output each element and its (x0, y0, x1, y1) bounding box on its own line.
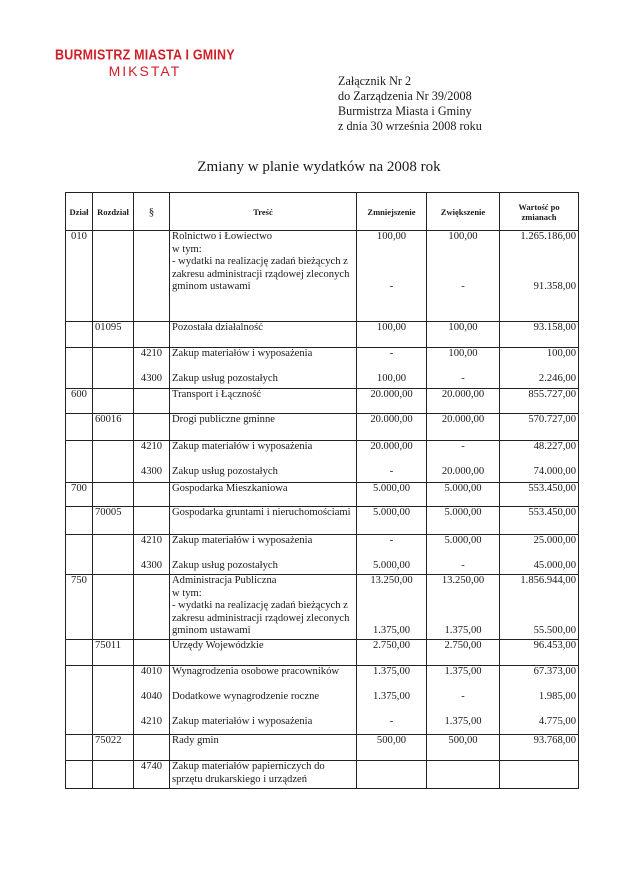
cell-zwiekszenie: 5.000,00 - (427, 535, 500, 575)
header-dzial: Dział (66, 193, 93, 231)
table-header-row (66, 193, 579, 231)
stamp-line-1: BURMISTRZ MIASTA I GMINY (55, 46, 235, 64)
cell-paragraph (134, 483, 170, 507)
cell-zmniejszenie: 100,00 (357, 322, 427, 348)
cell-zwiekszenie: 13.250,00 1.375,00 (427, 575, 500, 640)
expenditure-table (65, 192, 579, 789)
cell-paragraph: 4740 (134, 761, 170, 789)
cell-wartosc: 553.450,00 (500, 507, 579, 535)
cell-zmniejszenie: 20.000,00 (357, 414, 427, 441)
cell-zmniejszenie: 500,00 (357, 735, 427, 761)
cell-zwiekszenie: 500,00 (427, 735, 500, 761)
cell-paragraph (134, 414, 170, 441)
cell-rozdzial (93, 389, 134, 414)
cell-dzial (66, 735, 93, 761)
cell-dzial: 600 (66, 389, 93, 414)
cell-dzial: 010 (66, 231, 93, 322)
cell-paragraph (134, 735, 170, 761)
cell-tresc: Zakup materiałów i wyposażenia Zakup usług pozostałych (170, 535, 357, 575)
cell-rozdzial (93, 348, 134, 389)
cell-zwiekszenie: 20.000,00 (427, 414, 500, 441)
cell-wartosc (500, 761, 579, 789)
table-row (66, 761, 579, 789)
cell-tresc: Transport i Łączność (170, 389, 357, 414)
cell-tresc: Wynagrodzenia osobowe pracowników Dodatkowe wynagrodzenie roczne Zakup materiałów i wyposażenia (170, 666, 357, 735)
cell-zwiekszenie: 20.000,00 (427, 389, 500, 414)
cell-wartosc: 553.450,00 (500, 483, 579, 507)
cell-dzial (66, 535, 93, 575)
table-row (66, 389, 579, 414)
cell-paragraph: 4210 4300 (134, 348, 170, 389)
cell-dzial (66, 348, 93, 389)
cell-rozdzial (93, 535, 134, 575)
cell-paragraph (134, 322, 170, 348)
cell-tresc: Rady gmin (170, 735, 357, 761)
header-zmniejszenie: Zmniejszenie (357, 193, 427, 231)
cell-zwiekszenie: 100,00 - (427, 231, 500, 322)
cell-zwiekszenie: 100,00 (427, 322, 500, 348)
cell-paragraph (134, 640, 170, 666)
cell-wartosc: 48.227,00 74.000,00 (500, 441, 579, 483)
cell-zmniejszenie: 5.000,00 (357, 483, 427, 507)
cell-rozdzial (93, 231, 134, 322)
cell-dzial (66, 640, 93, 666)
cell-dzial: 750 (66, 575, 93, 640)
cell-dzial (66, 322, 93, 348)
table-body (66, 231, 579, 789)
cell-wartosc: 855.727,00 (500, 389, 579, 414)
cell-rozdzial: 60016 (93, 414, 134, 441)
stamp (55, 48, 235, 79)
table-row (66, 575, 579, 640)
cell-zwiekszenie: 2.750,00 (427, 640, 500, 666)
table-row (66, 507, 579, 535)
header-paragraph: § (134, 193, 170, 231)
cell-wartosc: 25.000,00 45.000,00 (500, 535, 579, 575)
cell-tresc: Rolnictwo i Łowiectwo w tym: - wydatki na realizację zadań bieżących z zakresu administracji rządowej zleconych gminom ustawami (170, 231, 357, 322)
header-zwiekszenie: Zwiększenie (427, 193, 500, 231)
cell-paragraph: 4210 4300 (134, 535, 170, 575)
cell-zmniejszenie: 2.750,00 (357, 640, 427, 666)
cell-wartosc: 93.768,00 (500, 735, 579, 761)
cell-tresc: Administracja Publiczna w tym: - wydatki na realizację zadań bieżących z zakresu administracji rządowej zleconych gminom ustawami (170, 575, 357, 640)
attachment-line-3: Burmistrza Miasta i Gminy (338, 104, 472, 118)
cell-rozdzial (93, 441, 134, 483)
cell-zmniejszenie: - 100,00 (357, 348, 427, 389)
table-row (66, 483, 579, 507)
cell-dzial (66, 761, 93, 789)
cell-zmniejszenie: - 5.000,00 (357, 535, 427, 575)
cell-tresc: Urzędy Wojewódzkie (170, 640, 357, 666)
cell-zwiekszenie: 100,00 - (427, 348, 500, 389)
table-row (66, 231, 579, 322)
cell-wartosc: 96.453,00 (500, 640, 579, 666)
table-row (66, 535, 579, 575)
cell-rozdzial (93, 761, 134, 789)
cell-paragraph (134, 389, 170, 414)
cell-rozdzial: 75022 (93, 735, 134, 761)
cell-zmniejszenie: 20.000,00 - (357, 441, 427, 483)
attachment-line-4: z dnia 30 września 2008 roku (338, 119, 482, 133)
cell-paragraph (134, 231, 170, 322)
cell-zmniejszenie: 5.000,00 (357, 507, 427, 535)
cell-wartosc: 1.856.944,00 55.500,00 (500, 575, 579, 640)
stamp-line-2: MIKSTAT (108, 63, 182, 79)
cell-zwiekszenie: 5.000,00 (427, 507, 500, 535)
page-title: Zmiany w planie wydatków na 2008 rok (197, 159, 441, 175)
header-rozdzial: Rozdział (93, 193, 134, 231)
cell-rozdzial (93, 483, 134, 507)
cell-paragraph: 4210 4300 (134, 441, 170, 483)
header-wartosc-po-zmianach: Wartość po zmianach (500, 193, 579, 231)
cell-zwiekszenie (427, 761, 500, 789)
cell-paragraph (134, 575, 170, 640)
table-row (66, 640, 579, 666)
cell-paragraph (134, 507, 170, 535)
cell-tresc: Gospodarka gruntami i nieruchomościami (170, 507, 357, 535)
cell-paragraph: 4010 4040 4210 (134, 666, 170, 735)
attachment-line-1: Załącznik Nr 2 (338, 74, 412, 88)
cell-zwiekszenie: 1.375,00 - 1.375,00 (427, 666, 500, 735)
header-tresc: Treść (170, 193, 357, 231)
attachment-line-2: do Zarządzenia Nr 39/2008 (338, 89, 472, 103)
table-row (66, 322, 579, 348)
cell-tresc: Zakup materiałów i wyposażenia Zakup usług pozostałych (170, 348, 357, 389)
table-row (66, 735, 579, 761)
cell-rozdzial (93, 666, 134, 735)
table-row (66, 441, 579, 483)
table-row (66, 666, 579, 735)
cell-wartosc: 67.373,00 1.985,00 4.775,00 (500, 666, 579, 735)
cell-rozdzial: 01095 (93, 322, 134, 348)
table-row (66, 414, 579, 441)
cell-tresc: Gospodarka Mieszkaniowa (170, 483, 357, 507)
cell-wartosc: 93.158,00 (500, 322, 579, 348)
cell-dzial (66, 507, 93, 535)
attachment-note (338, 74, 482, 134)
cell-zmniejszenie (357, 761, 427, 789)
cell-tresc: Zakup materiałów i wyposażenia Zakup usług pozostałych (170, 441, 357, 483)
cell-rozdzial: 75011 (93, 640, 134, 666)
cell-dzial (66, 666, 93, 735)
cell-tresc: Zakup materiałów papierniczych do sprzętu drukarskiego i urządzeń (170, 761, 357, 789)
cell-dzial: 700 (66, 483, 93, 507)
cell-wartosc: 100,00 2.246,00 (500, 348, 579, 389)
cell-dzial (66, 414, 93, 441)
cell-zwiekszenie: - 20.000,00 (427, 441, 500, 483)
cell-zwiekszenie: 5.000,00 (427, 483, 500, 507)
cell-dzial (66, 441, 93, 483)
cell-wartosc: 1.265.186,00 91.358,00 (500, 231, 579, 322)
cell-wartosc: 570.727,00 (500, 414, 579, 441)
table-row (66, 348, 579, 389)
cell-zmniejszenie: 1.375,00 1.375,00 - (357, 666, 427, 735)
cell-zmniejszenie: 100,00 - (357, 231, 427, 322)
cell-rozdzial (93, 575, 134, 640)
cell-tresc: Pozostała działalność (170, 322, 357, 348)
cell-zmniejszenie: 13.250,00 1.375,00 (357, 575, 427, 640)
cell-rozdzial: 70005 (93, 507, 134, 535)
cell-zmniejszenie: 20.000,00 (357, 389, 427, 414)
cell-tresc: Drogi publiczne gminne (170, 414, 357, 441)
